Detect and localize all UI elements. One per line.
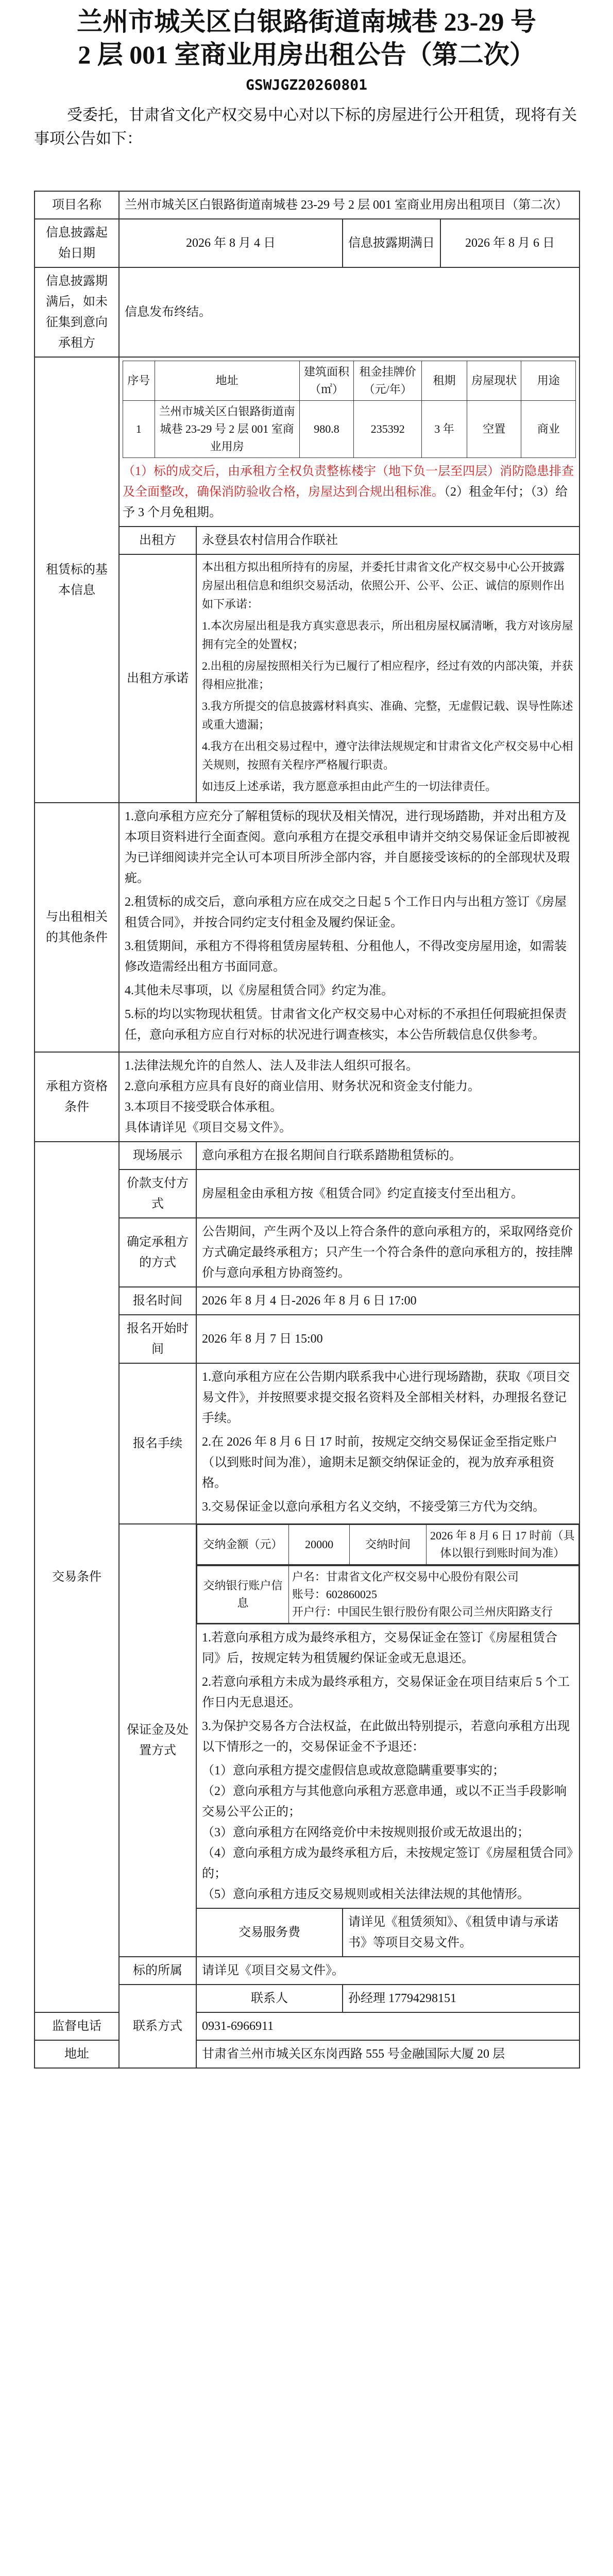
- target-note-black: （2）租金年付；（3）给予 3 个月免租期。: [123, 485, 568, 519]
- other-item: 1.意向承租方应充分了解租赁标的现状及相关情况，进行现场踏勘，并对出租方及本项目资料进行全面查阅。意向承租方在提交承租申请并交纳交易保证金后即被视为已详细阅读并完全认可本项目所涉全部内容，并自愿接受该标的的全部现状及瑕疵。: [125, 810, 570, 885]
- target-table: [123, 361, 576, 458]
- signup-item: 2.在 2026 年 8 月 6 日 17 时前，按规定交纳交易保证金至指定账户（以到账时间为准），逾期未足额交纳保证金的，视为放弃承租资格。: [202, 1435, 557, 1490]
- other-item: 4.其他未尽事项，以《房屋租赁合同》约定为准。: [125, 984, 394, 997]
- deposit-rule: 1.若意向承租方成为最终承租方，交易保证金在签订《房屋租赁合同》后，按规定转为租赁履约保证金或无息退还。: [202, 1631, 557, 1665]
- deposit-case: （2）意向承租方与其他意向承租方恶意串通，或以不正当手段影响交易公平公正的；: [202, 1785, 567, 1819]
- commitment-item: 2.出租的房屋按照相关行为已履行了相应程序，经过有效的内部决策，并获得相应批准；: [202, 659, 573, 691]
- account-no: 账号：602860025: [292, 1588, 377, 1601]
- expiry-value: 信息发布终结。: [119, 267, 580, 357]
- deposit-amount-cell: [196, 1524, 580, 1565]
- target-cell-area: 980.8: [299, 401, 353, 458]
- account-table: [197, 1566, 579, 1623]
- account-row: [197, 1566, 579, 1623]
- target-header: 租金挂牌价（元/年）: [354, 361, 422, 401]
- supervise-label: 监督电话: [35, 2012, 119, 2040]
- signup-item: 1.意向承租方应在公告期内联系我中心进行现场踏勘，获取《项目交易文件》，并按照要求提交报名资料及全部相关材料，办理报名登记手续。: [202, 1370, 570, 1425]
- commitment-item: 3.我方所提交的信息披露材料真实、准确、完整，无虚假记载、误导性陈述或重大遗漏；: [202, 700, 573, 731]
- title-line2: 2 层 001 室商业用房出租公告（第二次）: [78, 40, 535, 69]
- target-cell-status: 空置: [467, 401, 521, 458]
- deposit-time: 2026 年 8 月 6 日 17 时前（具体以银行到账时间为准）: [426, 1525, 578, 1565]
- disclosure-start-label: 信息披露起始日期: [35, 219, 119, 267]
- disclosure-end: 2026 年 8 月 6 日: [440, 219, 580, 267]
- signup-time: 2026 年 8 月 4 日-2026 年 8 月 6 日 17:00: [196, 1287, 580, 1315]
- row-basic-info: [35, 357, 580, 527]
- target-header: 房屋现状: [467, 361, 521, 401]
- intro-paragraph: 受委托，甘肃省文化产权交易中心对以下标的房屋进行公开租赁，现将有关事项公告如下：: [34, 107, 577, 147]
- deposit-case: （1）意向承租方提交虚假信息或故意隐瞒重要事实的；: [202, 1764, 505, 1777]
- commitment-item: 4.我方在出租交易过程中，遵守法律法规规定和甘肃省文化产权交易中心相关规则，按照有关程序严格履行职责。: [202, 740, 573, 771]
- trade-service: 请详见《租赁须知》、《租赁申请与承诺书》等项目交易文件。: [343, 1908, 580, 1957]
- title-line1: 兰州市城关区白银路街道南城巷 23-29 号: [77, 7, 536, 36]
- document: [0, 0, 613, 153]
- row-other-conditions: [35, 803, 580, 1052]
- target-belong: 请详见《项目交易文件》。: [196, 1957, 580, 1985]
- row-qualification: [35, 1052, 580, 1142]
- commitment-label: 出租方承诺: [119, 554, 196, 803]
- qualification-label: 承租方资格条件: [35, 1052, 119, 1142]
- bid-time: 2026 年 8 月 7 日 15:00: [196, 1315, 580, 1363]
- payment-label: 价款支付方式: [119, 1170, 196, 1218]
- target-header: 租期: [422, 361, 467, 401]
- supervise: 0931-6966911: [196, 2012, 580, 2040]
- target-cell-address: 兰州市城关区白银路街道南城巷 23-29 号 2 层 001 室商业用房: [155, 401, 299, 458]
- other-item: 5.标的均以实物现状租赁。甘肃省文化产权交易中心对标的不承担任何瑕疵担保责任，意向承租方应自行对标的状况进行调查核实，本公告所载信息仅供参考。: [125, 1008, 567, 1042]
- deposit-label: 保证金及处置方式: [119, 1524, 196, 1957]
- target-header-row: [123, 361, 576, 401]
- signup-item: 3.交易保证金以意向承租方名义交纳，不接受第三方代为交纳。: [202, 1500, 545, 1514]
- account-info: [288, 1566, 578, 1623]
- deposit-rules: [196, 1624, 580, 1908]
- row-project-name: [35, 191, 580, 219]
- expiry-label: 信息披露期满后，如未征集到意向承租方: [35, 267, 119, 357]
- target-cell-term: 3 年: [422, 401, 467, 458]
- target-header: 用途: [521, 361, 576, 401]
- account-bank: 开户行：中国民生银行股份有限公司兰州庆阳路支行: [292, 1605, 553, 1618]
- row-supervise: [35, 2012, 580, 2040]
- qualification: [119, 1052, 580, 1142]
- address: 甘肃省兰州市城关区东岗西路 555 号金融国际大厦 20 层: [196, 2040, 580, 2068]
- commitment-content: [196, 554, 580, 803]
- target-note-red: （1）标的成交后，由承租方全权负责整栋楼宇（地下负一层至四层）消防隐患排查及全面整改，确保消防验收合格，房屋达到合规出租标准。: [123, 465, 574, 499]
- commitment-tail: 如违反上述承诺，我方愿意承担由此产生的一切法律责任。: [202, 780, 497, 793]
- qualification-item: 3.本项目不接受联合体承租。: [125, 1100, 282, 1114]
- row-viewing: [35, 1142, 580, 1170]
- target-header: 建筑面积（㎡）: [299, 361, 353, 401]
- deal-label: 确定承租方的方式: [119, 1218, 196, 1287]
- deposit-amount-label: 交纳金额（元）: [197, 1525, 289, 1565]
- deal: 公告期间，产生两个及以上符合条件的意向承租方的，采取网络竞价方式确定最终承租方；只产生一个符合条件的意向承租方的，按挂牌价与意向承租方协商签约。: [196, 1218, 580, 1287]
- deposit-amount: 20000: [288, 1525, 350, 1565]
- row-disclosure: [35, 219, 580, 267]
- target-header: 地址: [155, 361, 299, 401]
- viewing-label: 现场展示: [119, 1142, 196, 1170]
- deposit-rule: 3.为保护交易各方合法权益，在此做出特别提示，若意向承租方出现以下情形之一的，交易保证金不予退还：: [202, 1720, 570, 1754]
- viewing: 意向承租方在报名期间自行联系踏勘租赁标的。: [196, 1142, 580, 1170]
- address-label: 地址: [35, 2040, 119, 2068]
- signup-time-label: 报名时间: [119, 1287, 196, 1315]
- trade-conditions-label: 交易条件: [35, 1142, 119, 2012]
- deposit-case: （3）意向承租方在网络竞价中未按规则报价或无故退出的；: [202, 1826, 530, 1839]
- announcement-code: GSWJGZ20260801: [245, 76, 367, 93]
- contact-person-label: 联系人: [196, 1985, 343, 2012]
- account-cell: [196, 1565, 580, 1624]
- deposit-table: [197, 1524, 579, 1565]
- project-name: 兰州市城关区白银路街道南城巷 23-29 号 2 层 001 室商业用房出租项目（第二次）: [119, 191, 580, 219]
- signup-procedure: [196, 1363, 580, 1524]
- qualification-item: 1.法律法规允许的自然人、法人及非法人组织可报名。: [125, 1059, 418, 1073]
- account-name: 户名：甘肃省文化产权交易中心股份有限公司: [292, 1570, 519, 1583]
- contact-label: 联系方式: [119, 1985, 196, 2068]
- bid-time-label: 报名开始时间: [119, 1315, 196, 1363]
- qualification-more: 具体请详见《项目交易文件》。: [125, 1121, 292, 1134]
- deposit-rule: 2.若意向承租方未成为最终承租方，交易保证金在项目结束后 5 个工作日内无息退还。: [202, 1675, 570, 1709]
- target-row: [123, 401, 576, 458]
- target-notes: [123, 461, 576, 523]
- contact-person: 孙经理 17794298151: [343, 1985, 580, 2012]
- commitment-item: 1.本次房屋出租是我方真实意思表示，所出租房屋权属清晰，我方对该房屋拥有完全的处置权；: [202, 619, 573, 651]
- deposit-case: （4）意向承租方成为最终承租方后，未按规定签订《房屋租赁合同》的；: [202, 1846, 573, 1880]
- commitment-text: 本出租方拟出租所持有的房屋，并委托甘肃省文化产权交易中心公开披露房屋出租信息和组织交易活动，依照公开、公平、公正、诚信的原则作出如下承诺：: [202, 561, 565, 611]
- basic-info-label: 租赁标的基本信息: [35, 357, 119, 803]
- qualification-item: 2.意向承租方应具有良好的商业信用、财务状况和资金支付能力。: [125, 1080, 480, 1093]
- row-address: [35, 2040, 580, 2068]
- payment: 房屋租金由承租方按《租赁合同》约定直接支付至出租方。: [196, 1170, 580, 1218]
- other-item: 2.租赁标的成交后，意向承租方应在成交之日起 5 个工作日内与出租方签订《房屋租赁合同》，并按合同约定支付租金及履约保证金。: [125, 895, 567, 929]
- target-cell-use: 商业: [521, 401, 576, 458]
- lessor: 永登县农村信用合作联社: [196, 527, 580, 554]
- other-item: 3.租赁期间，承租方不得将租赁房屋转租、分租他人，不得改变房屋用途，如需装修改造需经出租方书面同意。: [125, 940, 567, 974]
- lessor-label: 出租方: [119, 527, 196, 554]
- deposit-time-label: 交纳时间: [350, 1525, 426, 1565]
- other-conditions: [119, 803, 580, 1052]
- trade-service-label: 交易服务费: [196, 1908, 343, 1957]
- deposit-case: （5）意向承租方违反交易规则或相关法律法规的其他情形。: [202, 1888, 530, 1901]
- signup-procedure-label: 报名手续: [119, 1363, 196, 1524]
- disclosure-end-label: 信息披露期满日: [343, 219, 440, 267]
- target-cell-no: 1: [123, 401, 155, 458]
- announcement-table: [34, 191, 580, 2069]
- row-expiry: [35, 267, 580, 357]
- other-conditions-label: 与出租相关的其他条件: [35, 803, 119, 1052]
- deposit-row: [197, 1525, 579, 1565]
- disclosure-start: 2026 年 8 月 4 日: [119, 219, 343, 267]
- project-name-label: 项目名称: [35, 191, 119, 219]
- account-label: 交纳银行账户信息: [197, 1566, 289, 1623]
- target-belong-label: 标的所属: [119, 1957, 196, 1985]
- target-header: 序号: [123, 361, 155, 401]
- target-cell-price: 235392: [354, 401, 422, 458]
- target-cell: [119, 357, 580, 527]
